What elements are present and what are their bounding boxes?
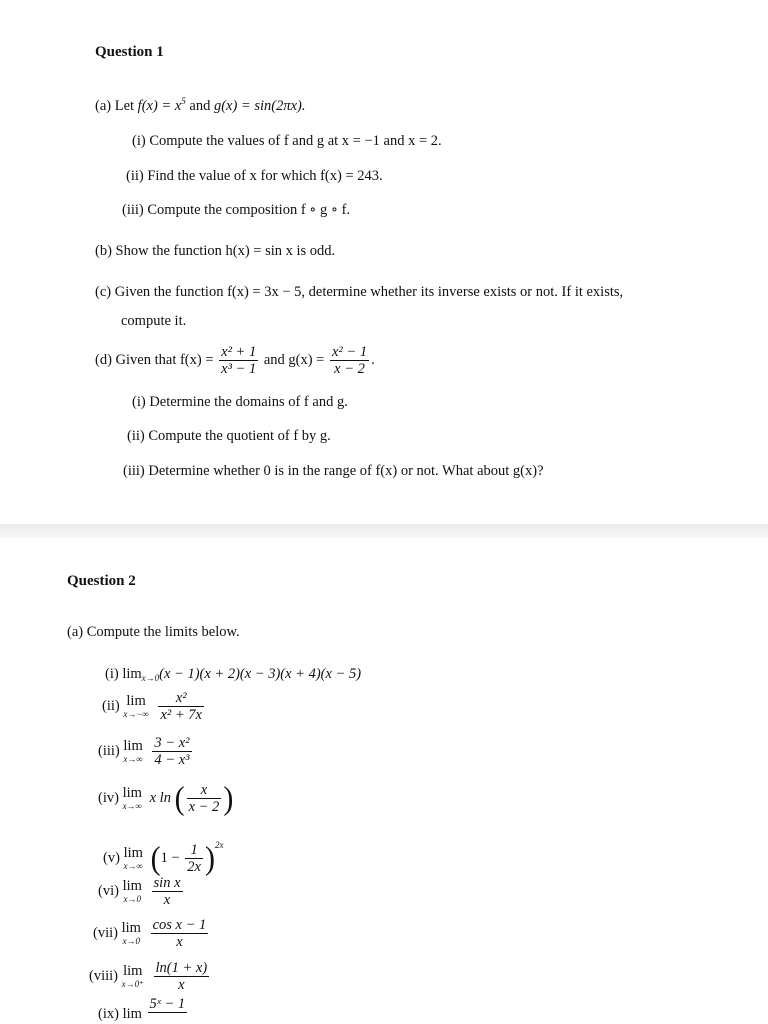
lim-fraction: [187, 782, 222, 815]
lim-word: lim: [123, 845, 143, 862]
q2a-text: Compute the limits below.: [86, 624, 240, 640]
item-text: Compute the quotient of f by g.: [148, 428, 331, 444]
lim-expr: (x − 1)(x + 2)(x − 3)(x + 4)(x − 5): [159, 666, 362, 682]
lim-operator: [123, 786, 142, 811]
item-label: (iii): [122, 202, 144, 218]
lim-word: lim: [126, 693, 146, 710]
lim-word: lim: [121, 920, 141, 937]
lim-sub: x→0: [141, 673, 160, 683]
lim-sub: x→∞: [123, 861, 143, 872]
lim-fraction: [152, 875, 183, 908]
g-fraction: [330, 344, 369, 377]
f-numerator: x² + 1: [221, 344, 257, 361]
item-label: (iii): [98, 743, 120, 759]
q1a-item-i: [132, 132, 442, 150]
denominator: x² + 7x: [160, 707, 202, 724]
q1d-item-iii: [123, 462, 544, 480]
lim-operator: [122, 964, 144, 989]
denominator: x: [176, 934, 183, 951]
numerator: 3 − x²: [154, 735, 190, 752]
q1a-label: (a): [95, 97, 112, 114]
numerator: cos x − 1: [152, 917, 207, 934]
denominator: x: [178, 977, 185, 994]
lim-sub: x→−∞: [123, 709, 149, 720]
item-label: (viii): [89, 968, 118, 984]
q1a-text-prefix: Let: [114, 97, 135, 114]
lim-operator: [124, 846, 143, 871]
limit-item-ix: [98, 996, 189, 1023]
item-label: (i): [132, 394, 146, 410]
q1d-label: (d): [95, 352, 112, 368]
item-label: (iii): [123, 463, 145, 479]
limit-item-iii: [98, 731, 194, 771]
q1d-prefix: Given that f(x) =: [115, 352, 214, 368]
lim-word: lim: [122, 785, 142, 802]
q2a-label: (a): [67, 624, 84, 640]
left-paren: (: [174, 779, 185, 817]
q1a-item-iii: [122, 201, 350, 219]
item-label: (ii): [102, 698, 120, 714]
lim-sub: x→∞: [122, 801, 142, 812]
item-text: Find the value of x for which f(x) = 243.: [147, 168, 383, 184]
question-2-title: Question 2: [67, 573, 136, 589]
left-paren: (: [150, 839, 161, 877]
q1d-item-ii: [127, 427, 331, 445]
q1a-and: and: [189, 97, 211, 114]
denominator: x − 2: [188, 799, 220, 816]
item-text: Compute the composition f ∘ g ∘ f.: [147, 202, 351, 218]
item-label: (ix): [98, 1006, 119, 1022]
q1a-f-exp: 5: [181, 96, 186, 106]
q1a-f-def: f(x) = x: [137, 97, 182, 114]
q1d-item-i: [132, 393, 348, 411]
g-denominator: x − 2: [334, 361, 365, 378]
limit-item-ii: [102, 686, 206, 726]
denominator: 4 − x³: [154, 752, 190, 769]
lim-sub: x→0: [122, 936, 141, 947]
numerator: x²: [158, 690, 204, 707]
q1a-item-ii: [126, 167, 383, 185]
item-label: (vi): [98, 883, 119, 899]
item-text: Compute the values of f and g at x = −1 and x = 2.: [149, 133, 442, 149]
right-paren: ): [204, 839, 215, 877]
exponent: 2x: [214, 840, 224, 850]
item-label: (vii): [93, 925, 118, 941]
q1-part-b: [95, 242, 335, 260]
lim-sub: x→0⁺: [121, 979, 144, 990]
lim-word: lim: [123, 738, 143, 755]
page-separator: [0, 524, 768, 538]
question-1-title: Question 1: [95, 44, 164, 60]
lim-word: lim: [123, 963, 143, 980]
item-label: (iv): [98, 790, 119, 806]
lim-word: lim: [122, 878, 142, 895]
lim-sub: x→∞: [123, 754, 143, 765]
lim-sub: x→0: [123, 894, 141, 905]
q1-part-d: [95, 338, 375, 382]
q1b-label: (b): [95, 243, 112, 259]
f-fraction: [219, 344, 258, 377]
lim-word: lim: [122, 666, 142, 682]
denominator: x: [163, 892, 171, 909]
q2-part-a: [67, 623, 240, 641]
numerator: 5ˣ − 1: [149, 996, 186, 1012]
item-text: Determine the domains of f and g.: [149, 394, 348, 410]
limit-item-viii: [89, 956, 211, 996]
limit-item-i: [105, 665, 361, 687]
q1a-g-def: g(x) = sin(2πx).: [213, 97, 306, 114]
numerator: 1: [185, 842, 203, 859]
f-denominator: x³ − 1: [221, 361, 257, 378]
item-label: (ii): [126, 168, 144, 184]
item-label: (i): [105, 666, 119, 682]
question-2-page: [0, 538, 768, 1024]
item-label: (v): [103, 850, 120, 866]
numerator: x: [187, 782, 222, 799]
q1-part-c-line1: [95, 283, 623, 301]
q1d-end: .: [371, 352, 375, 368]
q1b-text: Show the function h(x) = sin x is odd.: [115, 243, 336, 259]
numerator: ln(1 + x): [155, 960, 208, 977]
lim-operator: [123, 739, 142, 764]
lim-word: lim: [122, 1006, 142, 1022]
limit-item-vii: [93, 913, 210, 953]
q1c-line2: compute it.: [121, 313, 187, 329]
limit-item-vi: [98, 871, 185, 911]
g-numerator: x² − 1: [332, 344, 368, 361]
item-label: (i): [132, 133, 146, 149]
numerator: sin x: [153, 875, 181, 892]
lim-operator: [123, 694, 148, 719]
limit-item-iv: [98, 778, 233, 818]
lim-operator: [123, 879, 142, 904]
denominator: 2x: [187, 859, 201, 876]
q1c-label: (c): [95, 284, 112, 300]
lim-prefix: 1 −: [160, 850, 180, 866]
lim-fraction: [185, 842, 203, 875]
item-text: Determine whether 0 is in the range of f(x) or not. What about g(x)?: [148, 463, 544, 479]
right-paren: ): [223, 779, 234, 817]
lim-fraction: [158, 690, 204, 723]
item-label: (ii): [127, 428, 145, 444]
q1-part-a: [95, 92, 305, 115]
lim-fraction: [154, 960, 210, 993]
lim-fraction: [151, 917, 209, 950]
lim-operator: [122, 921, 141, 946]
lim-prefix: x ln: [149, 790, 171, 806]
q1d-mid: and g(x) =: [263, 352, 325, 368]
lim-fraction: [148, 996, 188, 1013]
q1c-line1: Given the function f(x) = 3x − 5, determine whether its inverse exists or not. If it exists,: [114, 284, 624, 300]
lim-fraction: [152, 735, 191, 768]
